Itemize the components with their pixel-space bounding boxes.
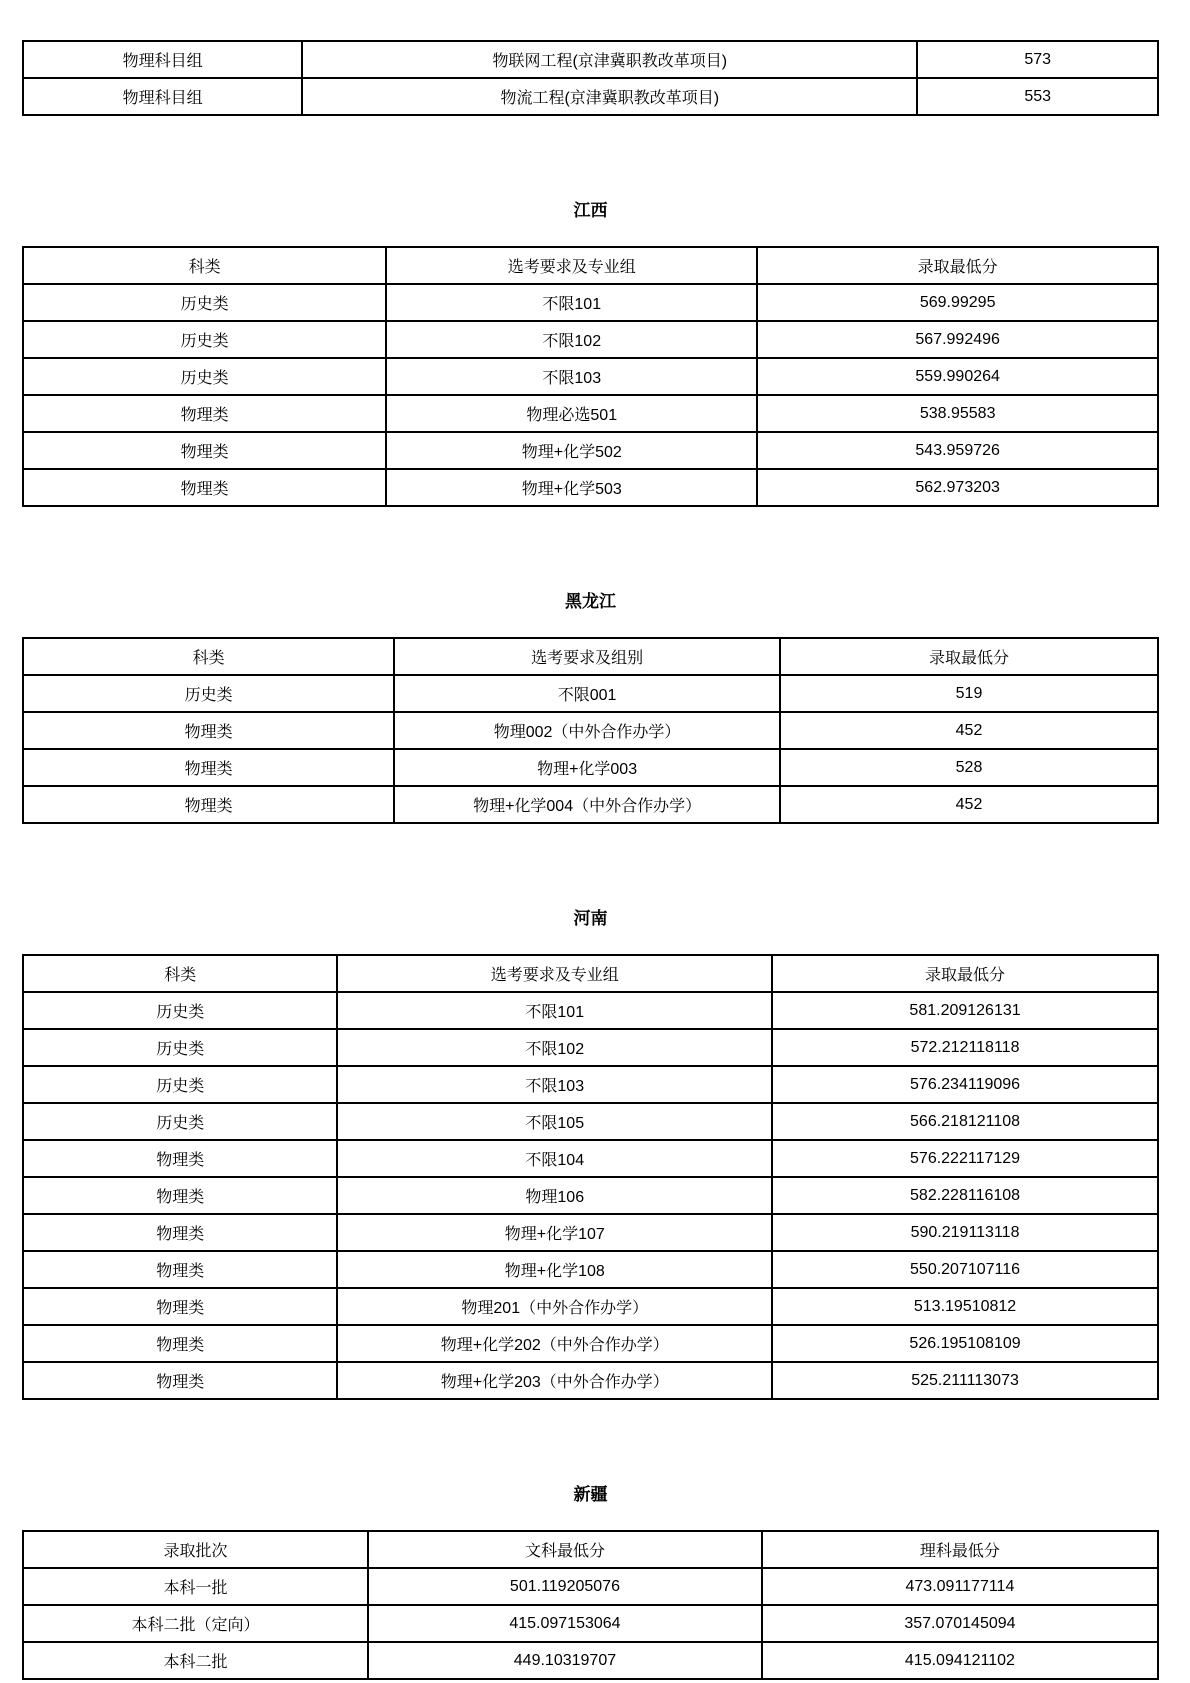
table-cell: 物联网工程(京津冀职教改革项目) bbox=[302, 41, 917, 78]
table-cell: 573 bbox=[917, 41, 1158, 78]
table-row bbox=[23, 1214, 1158, 1251]
table-cell: 物理科目组 bbox=[23, 41, 302, 78]
table-cell: 581.209126131 bbox=[772, 992, 1158, 1029]
table-cell: 物理002（中外合作办学） bbox=[394, 712, 780, 749]
table-cell: 不限101 bbox=[337, 992, 772, 1029]
column-header: 录取最低分 bbox=[780, 638, 1158, 675]
table-cell: 357.070145094 bbox=[762, 1605, 1158, 1642]
table-cell: 562.973203 bbox=[757, 469, 1158, 506]
table-cell: 415.094121102 bbox=[762, 1642, 1158, 1679]
province-sections-container bbox=[22, 201, 1159, 1680]
table-cell: 526.195108109 bbox=[772, 1325, 1158, 1362]
table-row bbox=[23, 284, 1158, 321]
table-cell: 不限103 bbox=[337, 1066, 772, 1103]
table-cell: 物理类 bbox=[23, 432, 386, 469]
table-cell: 不限102 bbox=[337, 1029, 772, 1066]
table-row bbox=[23, 1325, 1158, 1362]
table-cell: 历史类 bbox=[23, 1066, 337, 1103]
table-cell: 452 bbox=[780, 786, 1158, 823]
table-cell: 本科二批 bbox=[23, 1642, 368, 1679]
table-cell: 物理类 bbox=[23, 786, 394, 823]
table-cell: 物理201（中外合作办学） bbox=[337, 1288, 772, 1325]
table-cell: 582.228116108 bbox=[772, 1177, 1158, 1214]
table-cell: 不限105 bbox=[337, 1103, 772, 1140]
table-cell: 566.218121108 bbox=[772, 1103, 1158, 1140]
table-cell: 本科二批（定向） bbox=[23, 1605, 368, 1642]
table-cell: 物理类 bbox=[23, 1362, 337, 1399]
table-cell: 567.992496 bbox=[757, 321, 1158, 358]
table-row bbox=[23, 469, 1158, 506]
table-row bbox=[23, 1029, 1158, 1066]
table-cell: 576.234119096 bbox=[772, 1066, 1158, 1103]
table-row bbox=[23, 1288, 1158, 1325]
table-cell: 473.091177114 bbox=[762, 1568, 1158, 1605]
table-row bbox=[23, 1605, 1158, 1642]
section-title: 新疆 bbox=[573, 1485, 608, 1504]
column-header: 选考要求及组别 bbox=[394, 638, 780, 675]
table-cell: 452 bbox=[780, 712, 1158, 749]
table-cell: 物理类 bbox=[23, 469, 386, 506]
table-row bbox=[23, 432, 1158, 469]
document-page bbox=[22, 0, 1159, 1680]
column-header: 录取最低分 bbox=[757, 247, 1158, 284]
column-header: 文科最低分 bbox=[368, 1531, 762, 1568]
table-cell: 历史类 bbox=[23, 284, 386, 321]
table-row bbox=[23, 1066, 1158, 1103]
header-row bbox=[23, 1531, 1158, 1568]
column-header: 科类 bbox=[23, 247, 386, 284]
table-cell: 历史类 bbox=[23, 675, 394, 712]
table-cell: 物理类 bbox=[23, 1140, 337, 1177]
table-cell: 528 bbox=[780, 749, 1158, 786]
table-row bbox=[23, 1251, 1158, 1288]
table-row bbox=[23, 1568, 1158, 1605]
table-row bbox=[23, 1177, 1158, 1214]
province-scores-table bbox=[22, 1530, 1159, 1680]
column-header: 选考要求及专业组 bbox=[386, 247, 757, 284]
table-row bbox=[23, 1140, 1158, 1177]
table-cell: 501.119205076 bbox=[368, 1568, 762, 1605]
table-cell: 物理类 bbox=[23, 1288, 337, 1325]
table-row bbox=[23, 78, 1158, 115]
table-cell: 物理科目组 bbox=[23, 78, 302, 115]
table-row bbox=[23, 41, 1158, 78]
header-row bbox=[23, 638, 1158, 675]
table-cell: 不限101 bbox=[386, 284, 757, 321]
table-cell: 物理+化学502 bbox=[386, 432, 757, 469]
table-cell: 物理+化学202（中外合作办学） bbox=[337, 1325, 772, 1362]
table-cell: 不限103 bbox=[386, 358, 757, 395]
table-cell: 物理+化学503 bbox=[386, 469, 757, 506]
table-cell: 本科一批 bbox=[23, 1568, 368, 1605]
column-header: 录取最低分 bbox=[772, 955, 1158, 992]
table-cell: 物理类 bbox=[23, 1325, 337, 1362]
province-scores-table bbox=[22, 246, 1159, 507]
table-row bbox=[23, 1103, 1158, 1140]
table-cell: 572.212118118 bbox=[772, 1029, 1158, 1066]
table-row bbox=[23, 712, 1158, 749]
table-row bbox=[23, 358, 1158, 395]
table-cell: 519 bbox=[780, 675, 1158, 712]
table-row bbox=[23, 675, 1158, 712]
table-row bbox=[23, 749, 1158, 786]
table-cell: 物理类 bbox=[23, 1214, 337, 1251]
table-cell: 历史类 bbox=[23, 992, 337, 1029]
table-cell: 569.99295 bbox=[757, 284, 1158, 321]
table-cell: 不限102 bbox=[386, 321, 757, 358]
table-row bbox=[23, 321, 1158, 358]
table-cell: 550.207107116 bbox=[772, 1251, 1158, 1288]
column-header: 理科最低分 bbox=[762, 1531, 1158, 1568]
column-header: 选考要求及专业组 bbox=[337, 955, 772, 992]
table-cell: 559.990264 bbox=[757, 358, 1158, 395]
table-cell: 525.211113073 bbox=[772, 1362, 1158, 1399]
province-scores-table bbox=[22, 637, 1159, 824]
continued-scores-table bbox=[22, 40, 1159, 116]
table-cell: 不限104 bbox=[337, 1140, 772, 1177]
table-row bbox=[23, 992, 1158, 1029]
table-cell: 物理类 bbox=[23, 1177, 337, 1214]
header-row bbox=[23, 955, 1158, 992]
table-cell: 物理类 bbox=[23, 1251, 337, 1288]
table-cell: 物理+化学003 bbox=[394, 749, 780, 786]
section-title: 江西 bbox=[573, 201, 608, 220]
table-cell: 物流工程(京津冀职教改革项目) bbox=[302, 78, 917, 115]
table-cell: 物理+化学108 bbox=[337, 1251, 772, 1288]
header-row bbox=[23, 247, 1158, 284]
table-cell: 590.219113118 bbox=[772, 1214, 1158, 1251]
table-row bbox=[23, 395, 1158, 432]
table-cell: 历史类 bbox=[23, 1029, 337, 1066]
table-cell: 538.95583 bbox=[757, 395, 1158, 432]
column-header: 科类 bbox=[23, 955, 337, 992]
table-cell: 物理106 bbox=[337, 1177, 772, 1214]
column-header: 科类 bbox=[23, 638, 394, 675]
province-scores-table bbox=[22, 954, 1159, 1400]
table-cell: 576.222117129 bbox=[772, 1140, 1158, 1177]
table-cell: 513.19510812 bbox=[772, 1288, 1158, 1325]
section-title: 黑龙江 bbox=[565, 592, 616, 611]
table-cell: 历史类 bbox=[23, 1103, 337, 1140]
table-cell: 553 bbox=[917, 78, 1158, 115]
table-cell: 历史类 bbox=[23, 321, 386, 358]
column-header: 录取批次 bbox=[23, 1531, 368, 1568]
table-row bbox=[23, 1362, 1158, 1399]
table-cell: 415.097153064 bbox=[368, 1605, 762, 1642]
table-row bbox=[23, 786, 1158, 823]
table-cell: 物理必选501 bbox=[386, 395, 757, 432]
table-cell: 物理+化学004（中外合作办学） bbox=[394, 786, 780, 823]
table-cell: 物理类 bbox=[23, 712, 394, 749]
table-cell: 543.959726 bbox=[757, 432, 1158, 469]
table-row bbox=[23, 1642, 1158, 1679]
table-cell: 不限001 bbox=[394, 675, 780, 712]
section-title: 河南 bbox=[573, 909, 608, 928]
table-cell: 449.10319707 bbox=[368, 1642, 762, 1679]
table-cell: 物理+化学107 bbox=[337, 1214, 772, 1251]
table-cell: 物理+化学203（中外合作办学） bbox=[337, 1362, 772, 1399]
table-cell: 物理类 bbox=[23, 395, 386, 432]
table-cell: 历史类 bbox=[23, 358, 386, 395]
table-cell: 物理类 bbox=[23, 749, 394, 786]
